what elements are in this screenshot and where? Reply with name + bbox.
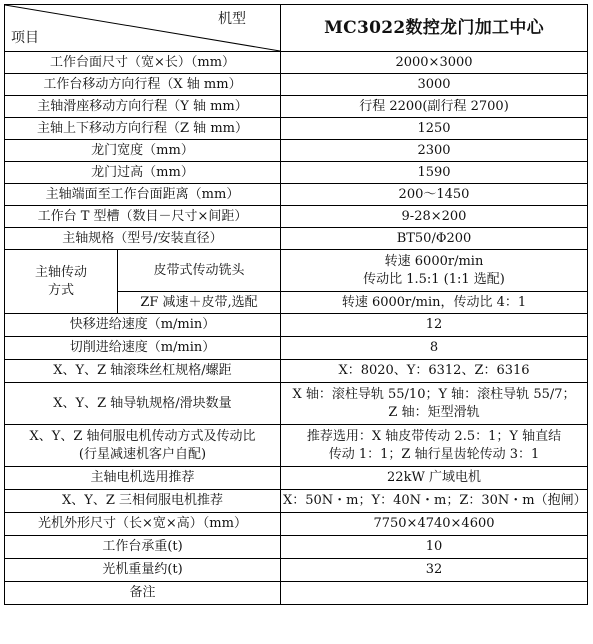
row-value bbox=[281, 425, 588, 467]
row-value bbox=[281, 383, 588, 425]
row-label: 工作台面尺寸（宽×长）（mm） bbox=[5, 52, 281, 74]
row-sublabel: ZF 减速＋皮带,选配 bbox=[118, 292, 281, 314]
row-sublabel: 皮带式传动铣头 bbox=[118, 250, 281, 292]
table-row bbox=[5, 206, 588, 228]
table-row bbox=[5, 360, 588, 383]
row-value: 转速 6000r/min，传动比 4：1 bbox=[281, 292, 588, 314]
row-value: 32 bbox=[281, 559, 588, 582]
label-line: X、Y、Z 轴伺服电机传动方式及传动比 bbox=[29, 428, 256, 444]
group-label-line: 主轴传动 bbox=[34, 264, 87, 280]
table-row bbox=[5, 228, 588, 250]
row-label: 备注 bbox=[5, 582, 281, 605]
table-row bbox=[5, 140, 588, 162]
row-label: 龙门过高（mm） bbox=[5, 162, 281, 184]
row-label: X、Y、Z 三相伺服电机推荐 bbox=[5, 490, 281, 513]
label-line: (行星减速机客户自配) bbox=[78, 446, 207, 462]
row-value: 行程 2200(副行程 2700) bbox=[281, 96, 588, 118]
row-label: 快移进给速度（m/min） bbox=[5, 314, 281, 337]
row-value: 1250 bbox=[281, 118, 588, 140]
row-value: BT50/Φ200 bbox=[281, 228, 588, 250]
diagonal-header-cell bbox=[5, 5, 281, 52]
table-row bbox=[5, 184, 588, 206]
row-value bbox=[281, 250, 588, 292]
row-value: 1590 bbox=[281, 162, 588, 184]
row-value: 22kW 广域电机 bbox=[281, 467, 588, 490]
row-label: 主轴滑座移动方向行程（Y 轴 mm） bbox=[5, 96, 281, 118]
table-row bbox=[5, 314, 588, 337]
row-label: X、Y、Z 轴滚珠丝杠规格/螺距 bbox=[5, 360, 281, 383]
table-row bbox=[5, 513, 588, 536]
group-label-line: 方式 bbox=[47, 282, 74, 298]
row-value bbox=[281, 582, 588, 605]
row-value: 9-28×200 bbox=[281, 206, 588, 228]
table-row bbox=[5, 383, 588, 425]
row-label: X、Y、Z 轴导轨规格/滑块数量 bbox=[5, 383, 281, 425]
row-label: 龙门宽度（mm） bbox=[5, 140, 281, 162]
row-value: X：8020、Y：6312、Z：6316 bbox=[281, 360, 588, 383]
table-row bbox=[5, 118, 588, 140]
row-value: 12 bbox=[281, 314, 588, 337]
table-row bbox=[5, 250, 588, 292]
table-row bbox=[5, 74, 588, 96]
row-value: 8 bbox=[281, 337, 588, 360]
spec-table bbox=[4, 4, 588, 605]
table-row bbox=[5, 162, 588, 184]
table-row bbox=[5, 337, 588, 360]
table-header-row bbox=[5, 5, 588, 52]
value-line: 推荐选用：X 轴皮带传动 2.5：1；Y 轴直结 bbox=[306, 428, 562, 444]
row-value: 7750×4740×4600 bbox=[281, 513, 588, 536]
row-label: 切削进给速度（m/min） bbox=[5, 337, 281, 360]
row-label: 光机外形尺寸（长×宽×高）（mm） bbox=[5, 513, 281, 536]
table-row bbox=[5, 425, 588, 467]
value-line: X 轴：滚柱导轨 55/10；Y 轴：滚柱导轨 55/7； bbox=[292, 386, 576, 402]
table-row bbox=[5, 582, 588, 605]
table-row bbox=[5, 490, 588, 513]
table-row bbox=[5, 536, 588, 559]
row-value: X：50N・m；Y：40N・m；Z：30N・m（抱闸） bbox=[281, 490, 588, 513]
row-label: 工作台承重(t) bbox=[5, 536, 281, 559]
machine-title: MC3022数控龙门加工中心 bbox=[281, 5, 588, 52]
row-label bbox=[5, 425, 281, 467]
table-row bbox=[5, 559, 588, 582]
value-line: 传动 1：1；Z 轴行星齿轮传动 3：1 bbox=[328, 446, 540, 462]
row-label: 主轴电机选用推荐 bbox=[5, 467, 281, 490]
table-row bbox=[5, 96, 588, 118]
row-value: 2000×3000 bbox=[281, 52, 588, 74]
table-row bbox=[5, 467, 588, 490]
model-label: 机型 bbox=[218, 11, 246, 27]
row-label: 主轴规格（型号/安装直径） bbox=[5, 228, 281, 250]
row-label: 工作台 T 型槽（数目－尺寸×间距） bbox=[5, 206, 281, 228]
value-line: 传动比 1.5:1 (1:1 选配) bbox=[363, 271, 505, 287]
row-label: 主轴上下移动方向行程（Z 轴 mm） bbox=[5, 118, 281, 140]
value-line: 转速 6000r/min bbox=[384, 253, 484, 269]
spindle-drive-group-label bbox=[5, 250, 118, 314]
row-label: 光机重量约(t) bbox=[5, 559, 281, 582]
row-value: 200～1450 bbox=[281, 184, 588, 206]
value-line: Z 轴：矩型滑轨 bbox=[388, 404, 480, 420]
item-label: 项目 bbox=[11, 30, 39, 46]
table-row bbox=[5, 52, 588, 74]
row-label: 主轴端面至工作台面距离（mm） bbox=[5, 184, 281, 206]
row-label: 工作台移动方向行程（X 轴 mm） bbox=[5, 74, 281, 96]
row-value: 2300 bbox=[281, 140, 588, 162]
row-value: 3000 bbox=[281, 74, 588, 96]
row-value: 10 bbox=[281, 536, 588, 559]
